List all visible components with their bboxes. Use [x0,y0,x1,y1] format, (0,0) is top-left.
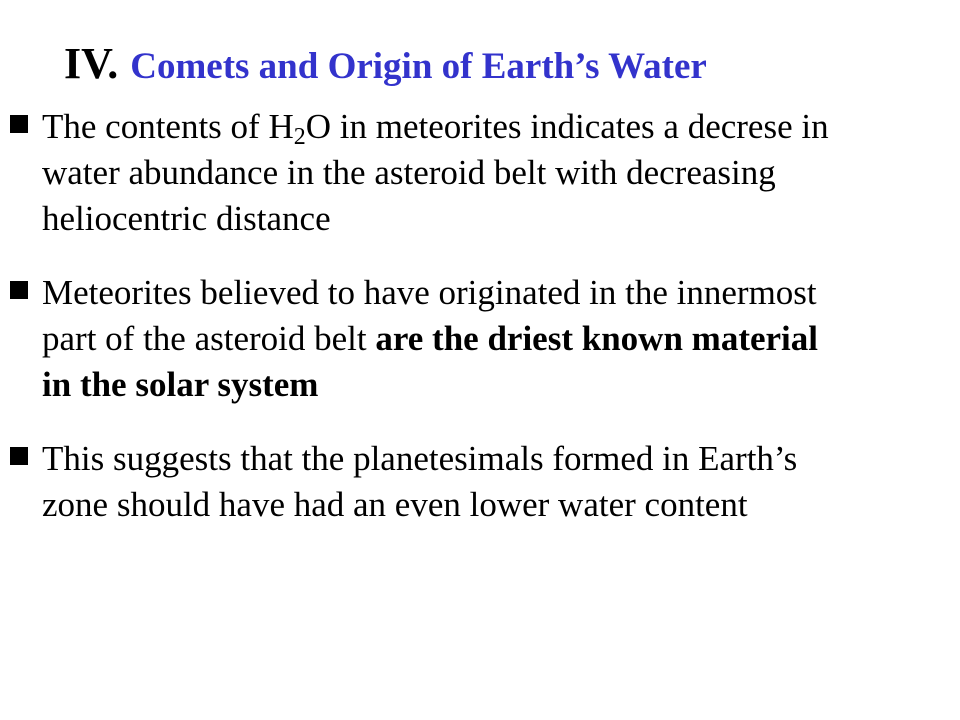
square-bullet-icon [10,447,28,465]
title-heading: Comets and Origin of Earth’s Water [130,46,707,87]
bullet-list [0,104,960,556]
square-bullet-icon [10,281,28,299]
bullet-item-water-content [0,104,842,242]
bullet-item-driest-meteorites [0,270,842,408]
bullet-text: This suggests that the planetesimals formed in Earth’s zone should have had an even lower water content [42,439,798,524]
bullet-text-emphasis: are the driest known material in the solar system [42,319,818,404]
bullet-item-planetesimals [0,436,842,528]
bullet-text-post: O in meteorites indicates a decrese in water abundance in the asteroid belt with decreasing heliocentric distance [42,107,829,238]
bullet-text-pre: The contents of H [42,107,294,146]
bullet-text-plain: Meteorites believed to have originated in the innermost part of the asteroid belt [42,273,817,358]
section-numeral: IV. [64,39,119,88]
slide-title [64,39,707,88]
subscript-two: 2 [293,124,306,150]
square-bullet-icon [10,115,28,133]
